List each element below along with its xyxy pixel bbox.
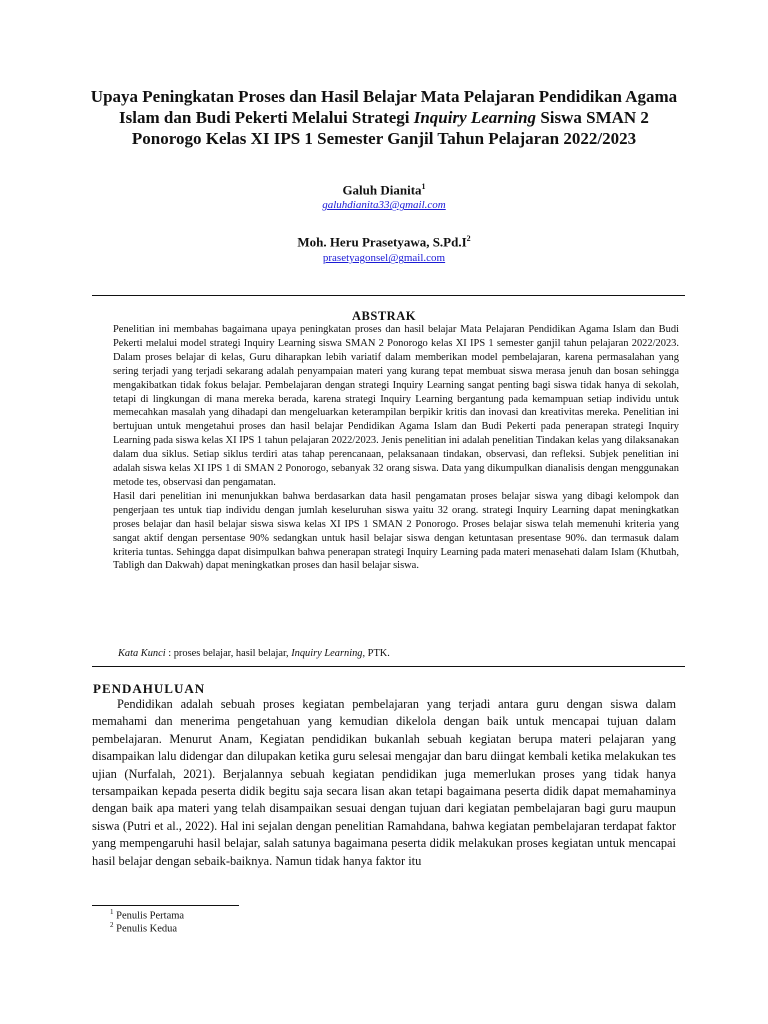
bottom-divider xyxy=(92,666,685,667)
footnote-2 xyxy=(110,921,177,935)
title-italic: Inquiry Learning xyxy=(413,108,537,127)
author-1-name: Galuh Dianita$^1$ xyxy=(342,182,426,198)
author-1-sup: 1 xyxy=(421,182,426,191)
author-1-email[interactable]: galuhdianita33@gmail.com xyxy=(322,199,446,212)
author-2-sup: 2 xyxy=(466,234,471,243)
abstract-heading: ABSTRAK xyxy=(352,309,416,323)
abstract-body xyxy=(113,323,679,573)
keywords-end: , PTK. xyxy=(362,648,390,659)
footnote-1 xyxy=(110,908,184,922)
top-divider xyxy=(92,295,685,296)
title-part2: Siswa SMAN 2 Ponorogo Kelas XI IPS 1 Semester Ganjil Tahun Pelajaran 2022/2023 xyxy=(131,108,649,148)
author-2 xyxy=(0,234,768,264)
keywords-label: Kata Kunci xyxy=(118,648,166,659)
section-heading: PENDAHULUAN xyxy=(93,681,206,696)
footnote-2-text: Penulis Kedua xyxy=(116,923,178,935)
abstract-paragraph-2: Hasil dari penelitian ini menunjukkan bahwa berdasarkan data hasil pengamatan proses belajar siswa yang dibagi kelompok dan pengerjaan tes untuk tiap individu dengan jumlah keseluruhan siswa yaitu 32 orang. strategi Inquiry Learning dapat meningkatkan proses belajar dan hasil belajar siswa siswa kelas XI IPS 1 SMAN 2 Ponorogo. Proses belajar siswa telah memenuhi kriteria yang sangat aktif dengan persentase 90% sedangkan untuk hasil belajar siswa dengan ketuntasan presentase 90%. dan termasuk dalam kriteria tuntas. Sehingga dapat disimpulkan bahwa penerapan strategi Inquiry Learning pada materi menasehati dalam Islam (Khutbah, Tabligh dan Dakwah) dapat meningkatkan proses dan hasil belajar siswa. xyxy=(113,490,679,572)
footnote-divider xyxy=(92,905,239,906)
title-part1: Upaya Peningkatan Proses dan Hasil Belajar Mata Pelajaran Pendidikan Agama Islam dan Budi Pekerti Melalui Strategi xyxy=(90,87,678,127)
paper-title xyxy=(90,86,678,149)
keywords-plain: : proses belajar, hasil belajar, xyxy=(165,648,292,659)
author-2-name: Moh. Heru Prasetyawa, $S.Pd.I^2$ xyxy=(297,234,471,250)
abstract-paragraph-1: Penelitian ini membahas bagaimana upaya peningkatan proses dan hasil belajar Mata Pelajaran Pendidikan Agama Islam dan Budi Pekerti melalui model strategi Inquiry Learning siswa SMAN 2 Ponorogo kelas XI IPS 1 semester ganjil tahun pelajaran 2022/2023. Dalam proses belajar di kelas, Guru diharapkan lebih variatif dalam memberikan model pembelajaran, karena permasalahan yang sering terjadi yang terjadi sekarang adalah penyampaian materi yang kurang tepat membuat siswa merasa jenuh dan bosan sehingga mengakibatkan tidak fokus belajar. Pembelajaran dengan strategi Inquiry Learning sangat penting bagi siswa tidak hanya di sekolah, tetapi di lingkungan di mana mereka berada, karena strategi Inquiry Learning bergantung pada kemampuan setiap individu untuk memecahkan masalah yang dihadapi dan mengeluarkan keterampilan berpikir kritis dan inovasi dan kreativitas mereka. Penelitian ini bertujuan untuk mengetahui proses dan hasil belajar Pendidikan Agama Islam dan Budi Pekerti pada penerapan strategi Inquiry Learning pada siswa kelas XI IPS 1 tahun pelajaran 2022/2023. Jenis penelitian ini adalah penelitian Tindakan kelas yang dilaksanakan dalam dua siklus. Setiap siklus terdiri atas tahap perencanaan, pelaksanaan tindakan, observasi, dan refleksi. Subjek penelitian ini adalah siswa kelas XI IPS 1 di SMAN 2 Ponorogo, sebanyak 32 orang siswa. Data yang dikumpulkan dianalisis dengan menggunakan metode tes, observasi dan pengamatan. xyxy=(113,324,679,488)
keywords-italic: Inquiry Learning xyxy=(291,648,363,659)
section-paragraph: Pendidikan adalah sebuah proses kegiatan pembelajaran yang terjadi antara guru dengan siswa dalam memahami dan menerima pengetahuan yang kemudian dikelola dengan baik untuk mencapai tujuan dalam pembelajaran. Menurut Anam, Kegiatan pendidikan bukanlah sebuah kegiatan berupa materi pelajaran yang disampaikan lalu didengar dan dilupakan ketika guru selesai mengajar dan baru diingat kembali ketika melakukan tes ujian (Nurfalah, 2021). Berjalannya sebuah kegiatan pendidikan juga memerlukan proses yang tidak hanya tersampaikan kepada peserta didik begitu saja secara lisan akan tetapi bagaimana peserta didik dapat memahaminya dengan baik apa materi yang telah disampaikan sesuai dengan tujuan dari kegiatan pembelajaran bagi guru maupun siswa (Putri et al., 2022). Hal ini sejalan dengan penelitian Ramahdana, bahwa kegiatan pembelajaran terdapat faktor yang mempengaruhi hasil belajar, salah satunya bagaimana peserta didik melakukan proses kegiatan untuk mencapai hasil belajar dengan sebaik-baiknya. Namun tidak hanya faktor itu xyxy=(92,697,676,868)
footnote-2-num: 2 xyxy=(110,921,114,929)
footnote-1-num: 1 xyxy=(110,908,114,916)
author-2-email[interactable]: prasetyagonsel@gmail.com xyxy=(322,252,446,265)
footnote-1-text: Penulis Pertama xyxy=(116,910,185,922)
author-1 xyxy=(0,182,768,211)
keywords xyxy=(118,648,678,659)
